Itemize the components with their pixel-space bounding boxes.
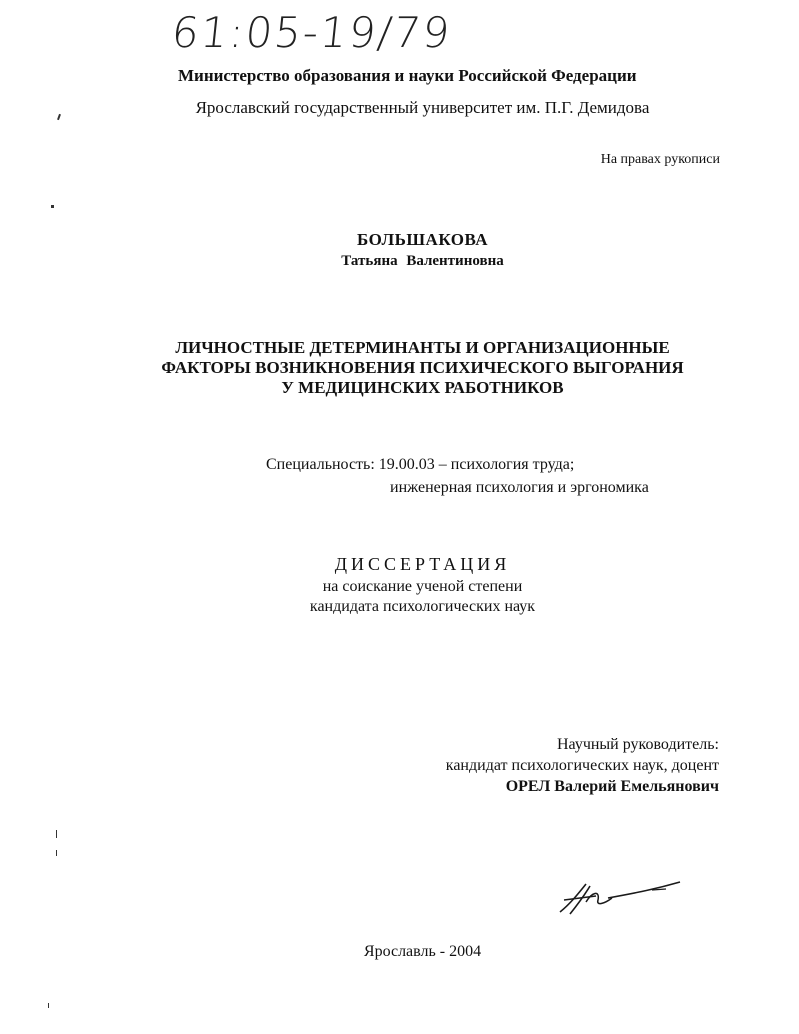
handwritten-archive-code: 61:05-19/79 (169, 8, 454, 57)
supervisor-degree: кандидат психологических наук, доцент (445, 757, 719, 774)
specialty-line-1: Специальность: 19.00.03 – психология труда; (266, 456, 575, 473)
university-heading: Ярославский государственный университет им. П.Г. Демидова (195, 98, 650, 117)
supervisor-label: Научный руководитель: (556, 736, 719, 753)
degree-purpose-line-2: кандидата психологических наук (309, 598, 536, 615)
author-surname: БОЛЬШАКОВА (356, 230, 489, 249)
scan-speck (51, 205, 54, 208)
thesis-title-line-1: ЛИЧНОСТНЫЕ ДЕТЕРМИНАНТЫ И ОРГАНИЗАЦИОННЫЕ (175, 338, 670, 357)
degree-purpose-line-1: на соискание ученой степени (322, 578, 523, 595)
dissertation-label: ДИССЕРТАЦИЯ (334, 554, 511, 574)
thesis-title-line-2: ФАКТОРЫ ВОЗНИКНОВЕНИЯ ПСИХИЧЕСКОГО ВЫГОРАНИЯ (161, 358, 684, 377)
scan-speck (48, 1003, 49, 1008)
thesis-title-line-3: У МЕДИЦИНСКИХ РАБОТНИКОВ (281, 378, 564, 397)
city-year: Ярославль - 2004 (363, 943, 482, 960)
scan-speck (56, 850, 57, 856)
specialty-line-2: инженерная психология и эргономика (390, 479, 649, 496)
ministry-heading: Министерство образования и науки Российской Федерации (178, 66, 637, 85)
signature-icon (556, 874, 686, 918)
manuscript-rights-note: На правах рукописи (600, 152, 720, 167)
supervisor-name: ОРЕЛ Валерий Емельянович (505, 778, 719, 795)
scan-speck (56, 830, 57, 838)
author-given-name: Татьяна Валентиновна (341, 253, 504, 269)
